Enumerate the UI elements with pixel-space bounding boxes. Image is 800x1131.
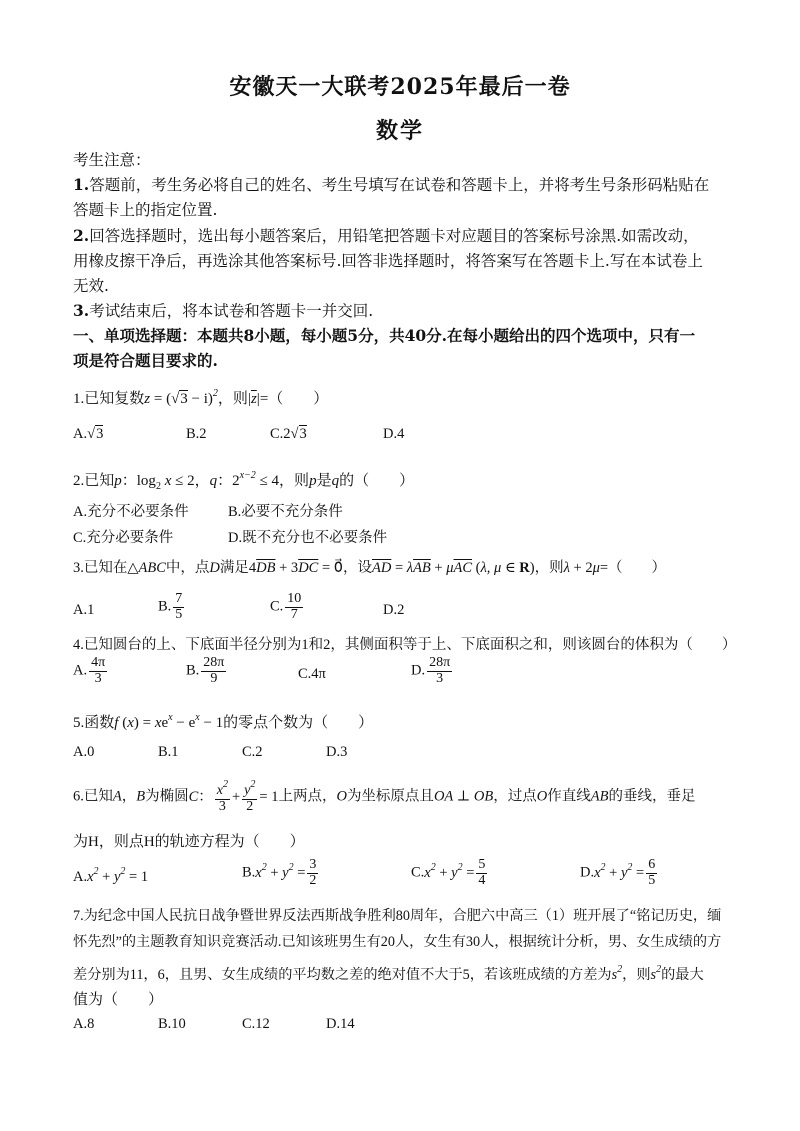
notice-item-1-line-2: 答题卡上的指定位置. [73,201,218,219]
q5-option-c[interactable]: C.2 [242,744,263,760]
q6-option-c-label: C. [411,864,425,881]
q3-formula-target: λ + 2μ [563,560,600,576]
q5-option-d[interactable]: D.3 [326,744,348,760]
q7-text-b: ，则 [622,967,651,983]
notice-item-2-line-3: 无效. [73,277,109,295]
question-7-line-2: 怀先烈”的主题教育知识竞赛活动.已知该班男生有20人，女生有30人，根据统计分析，男、女生成绩的方 [73,934,722,950]
notice-heading: 考生注意： [73,151,151,169]
q6-option-a-label: A. [73,869,88,885]
notice-item-1-text: 答题前，考生务必将自己的姓名、考生号填写在试卷和答题卡上，并将考生号条形码粘贴在 [89,176,710,194]
q2-option-a[interactable]: A.充分不必要条件 [73,504,189,520]
q1-text-b: ，则 [217,391,248,407]
question-6-options [73,858,733,898]
q6-text-g: 的垂线，垂足 [608,788,696,805]
notice-item-1-number: 1. [73,175,90,194]
q1-option-d[interactable]: D.4 [383,426,405,442]
q1-formula-abs: $|\overline{z}|$ [247,391,260,407]
q6-option-a[interactable]: $A.x^2 + y^2 = 1$ [73,866,149,885]
q1-option-b[interactable]: B.2 [186,426,207,442]
q2-option-c[interactable]: C.充分必要条件 [73,530,174,546]
q2-var-p: p [309,473,317,489]
notice-item-3-line-1 [73,301,733,321]
q6-text-c: 上两点， [278,788,337,805]
q3-formula-condition: $4\overline{DB} + 3\overline{DC}$ = 0⃗ [248,560,343,576]
q2-option-d[interactable]: D.既不充分也不必要条件 [228,530,388,546]
notice-item-2-number: 2. [73,226,90,245]
q5-formula: f $(x) = xe^x - e^x - 1$ [114,712,224,731]
q3-text-d: ，设 [343,560,372,576]
q6-var-o: O [336,788,347,805]
q3-option-a[interactable]: A.1 [73,602,95,618]
q2-text-a: 2.已知 [73,473,115,489]
q3-text-a: 3.已知在△ [73,560,139,576]
q1-text-a: 1.已知复数 [73,391,145,407]
q6-formula-ellipse: C： $\frac{x^2}{3}$ + $\frac{y^2}{2}$ = 1 [188,779,279,814]
question-7-line-3 [73,960,733,985]
q1-option-a[interactable]: A.√3 [73,426,104,442]
q7-var-s2: $s^2$ [611,964,623,983]
question-1-stem [73,384,733,409]
question-2-stem [73,466,733,497]
q5-text-b: 的零点个数为（ ） [223,715,374,731]
q7-option-c[interactable]: C.12 [242,1016,270,1032]
q3-formula-ad: $\overline{AD} = \lambda\overline{AB} + \mu\overline{AC}$ (λ, μ ∈ R) [372,560,535,576]
q6-option-d[interactable]: $D.x^2 + y^2$ = $\frac{6}{5}$ [580,857,656,888]
question-7-line-4: 值为（ ） [73,992,164,1008]
q1-option-c[interactable]: C.2√3 [270,426,307,442]
q6-var-o2: O [536,788,548,805]
notice-item-2-line-1 [73,226,733,246]
q6-option-b[interactable]: $B.x^2 + y^2$ = $\frac{3}{2}$ [242,857,317,888]
q2-option-b[interactable]: B.必要不充分条件 [228,504,343,520]
q6-text-f: 作直线 [547,788,591,805]
q4-option-d-label: D. [411,662,426,679]
question-4-stem: 4.已知圆台的上、下底面半径分别为1和2，其侧面积等于上、下底面积之和，则该圆台的体积为（ ） [73,637,737,653]
question-4-options [73,656,733,696]
q6-var-ab: A，B [112,788,146,805]
q4-option-a[interactable]: A. $\frac{4\pi}{3}$ [73,655,106,686]
question-3-stem [73,558,733,578]
q7-option-b[interactable]: B.10 [158,1016,186,1032]
q7-var-s2-2: $s^2$ [650,964,662,983]
q6-option-b-label: B. [242,864,256,881]
q1-option-c-label: C.2 [270,426,291,442]
section-1-heading-line-2: 项是符合题目要求的. [73,351,218,370]
q3-option-c[interactable]: C. $\frac{10}{7}$ [270,591,302,622]
question-1-options [73,426,733,448]
q7-option-a[interactable]: A.8 [73,1016,95,1032]
q3-option-c-label: C. [270,598,284,615]
q7-text-c: 的最大 [661,967,704,983]
question-5-options [73,744,733,766]
q6-text-a: 6.已知 [73,788,113,805]
q6-formula-perp: OA ⊥ OB [433,788,494,805]
question-7-line-1: 7.为纪念中国人民抗日战争暨世界反法西斯战争胜利80周年，合肥六中高三（1）班开展了“铭记历史，缅 [73,908,722,924]
notice-item-1-line-1 [73,175,733,195]
q2-text-d: 是 [316,473,332,489]
q4-option-c[interactable]: C.4π [298,666,326,682]
q3-text-f: =（ ） [599,560,667,576]
q4-option-a-label: A. [73,662,88,679]
q6-var-ab2: AB [590,788,609,805]
q3-var-abc: ABC [138,560,166,576]
q5-text-a: 5.函数 [73,715,115,731]
q3-option-b[interactable]: B. $\frac{7}{5}$ [158,591,183,622]
q4-option-b[interactable]: B. $\frac{28\pi}{9}$ [186,655,225,686]
notice-item-2-line-2: 用橡皮擦干净后，再选涂其他答案标号.回答非选择题时，将答案写在答题卡上.写在本试卷上 [73,252,703,270]
exam-title: 安徽天一大联考2025年最后一卷 [229,74,571,100]
q3-text-e: ，则 [534,560,564,576]
q1-formula-z: $z = (√3 - i)^2$ [144,388,218,407]
q7-option-d[interactable]: D.14 [326,1016,355,1032]
q2-formula-p: p：$\log_2 x \le 2$ [114,473,195,492]
q6-option-d-label: D. [580,864,595,881]
q4-option-b-label: B. [186,662,200,679]
notice-item-3-number: 3. [73,301,90,320]
q7-text-a: 差分别为11，6，且男、女生成绩的平均数之差的绝对值不大于5，若该班成绩的方差为 [73,967,612,983]
notice-item-2-text: 回答选择题时，选出每小题答案后，用铅笔把答题卡对应题目的答案标号涂黑.如需改动， [89,227,699,245]
q6-option-c[interactable]: $C.x^2 + y^2$ = $\frac{5}{4}$ [411,857,486,888]
q3-option-b-label: B. [158,598,172,615]
q2-text-c: ，则 [279,473,310,489]
notice-item-3-text: 考试结束后，将本试卷和答题卡一并交回. [89,302,374,320]
question-5-stem [73,708,733,733]
question-2-options-row-1 [73,500,733,522]
q1-text-c: =（ ） [259,391,329,407]
question-3-options [73,592,733,632]
q6-text-b: 为椭圆 [145,788,189,805]
q3-text-b: 中，点 [165,560,210,576]
question-2-options-row-2 [73,526,733,548]
section-1-heading-line-1: 一、单项选择题：本题共8小题，每小题5分，共40分.在每小题给出的四个选项中，只有一 [73,326,696,345]
q6-text-d: 为坐标原点且 [346,788,434,805]
q1-option-a-label: A. [73,426,88,442]
q2-text-b: ， [194,473,210,489]
q2-var-q: q [331,473,340,489]
q3-var-d: D [209,560,220,576]
q4-option-d[interactable]: D. $\frac{28\pi}{3}$ [411,655,451,686]
q5-option-b[interactable]: B.1 [158,744,179,760]
question-7-options [73,1016,733,1038]
q5-option-a[interactable]: A.0 [73,744,95,760]
q3-text-c: 满足 [219,560,249,576]
exam-subject: 数学 [375,118,424,144]
q2-formula-q: q：$2^{x-2} \le 4$ [209,470,280,489]
q6-text-e: ，过点 [493,788,537,805]
q2-text-e: 的（ ） [339,473,415,489]
question-6-stem-line-2: 为H，则点H的轨迹方程为（ ） [73,834,305,850]
q3-option-d[interactable]: D.2 [383,602,405,618]
question-6-stem [73,780,733,816]
